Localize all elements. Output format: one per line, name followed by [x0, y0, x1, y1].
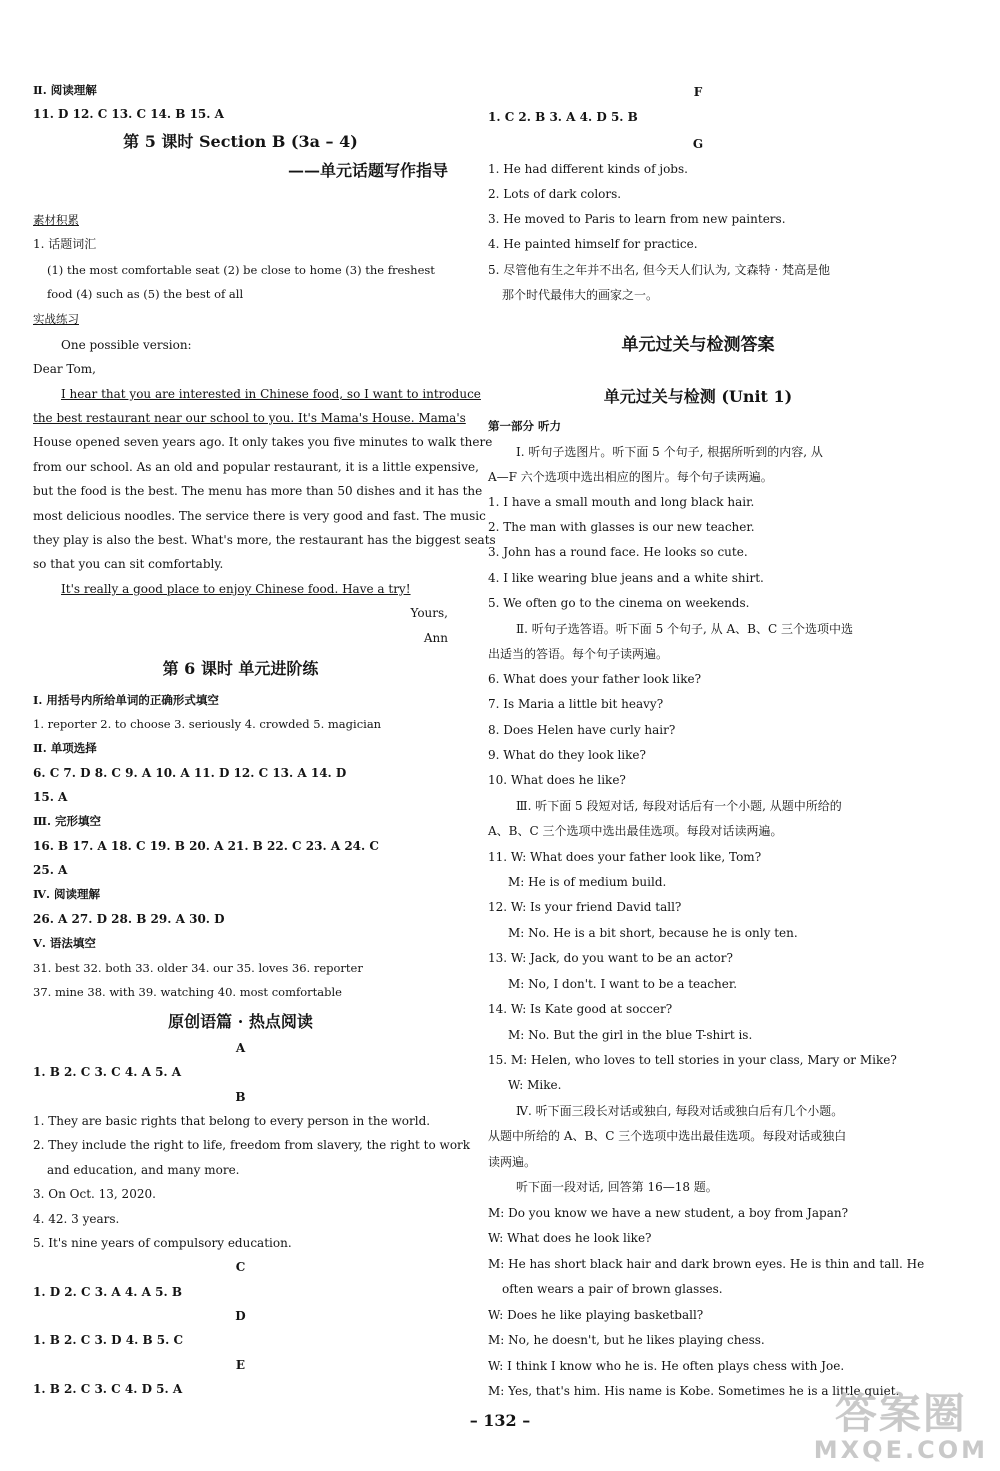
left-line: Yours, — [410, 606, 448, 620]
left-line: the best restaurant near our school to you. It's Mama's House. Mama's — [33, 411, 466, 425]
left-line: from our school. As an old and popular restaurant, it is a little expensive, — [33, 460, 479, 474]
left-line: 31. best 32. both 33. older 34. our 35. loves 36. reporter — [33, 961, 363, 975]
left-line: B — [235, 1090, 246, 1104]
right-line: M: No. He is a bit short, because he is only ten. — [508, 926, 798, 940]
right-line: 从题中所给的 A、B、C 三个选项中选出最佳选项。每段对话或独白 — [488, 1129, 847, 1143]
right-line: 14. W: Is Kate good at soccer? — [488, 1002, 673, 1016]
left-line: House opened seven years ago. It only takes you five minutes to walk there — [33, 435, 493, 449]
left-line: 15. A — [33, 790, 68, 804]
right-line: G — [692, 137, 704, 151]
left-line: they play is also the best. What's more, the restaurant has the biggest seats — [33, 533, 496, 547]
right-line: 单元过关与检测答案 — [621, 335, 775, 355]
right-line: 2. The man with glasses is our new teacher. — [488, 520, 755, 534]
left-line: so that you can sit comfortably. — [33, 557, 224, 571]
right-line: 8. Does Helen have curly hair? — [488, 723, 676, 737]
left-line: 1. B 2. C 3. D 4. B 5. C — [33, 1333, 184, 1347]
right-line: 1. C 2. B 3. A 4. D 5. B — [488, 110, 638, 124]
right-line: A—F 六个选项中选出相应的图片。每个句子读两遍。 — [488, 470, 773, 484]
left-line: 实战练习 — [33, 312, 79, 326]
left-line: Ann — [423, 631, 448, 645]
left-line: 2. They include the right to life, freedom from slavery, the right to work — [33, 1138, 471, 1152]
left-line: It's really a good place to enjoy Chinese food. Have a try! — [61, 582, 411, 596]
left-line: Dear Tom, — [33, 362, 96, 376]
right-line: 4. He painted himself for practice. — [488, 237, 698, 251]
right-line: A、B、C 三个选项中选出最佳选项。每段对话读两遍。 — [488, 824, 783, 838]
right-line: W: Mike. — [508, 1078, 562, 1092]
right-line: 6. What does your father look like? — [488, 672, 702, 686]
left-line: One possible version: — [61, 338, 192, 352]
left-line: D — [235, 1309, 246, 1323]
left-line: (1) the most comfortable seat (2) be close to home (3) the freshest — [47, 263, 435, 277]
right-line: 7. Is Maria a little bit heavy? — [488, 697, 664, 711]
right-line: 第一部分 听力 — [488, 419, 562, 433]
left-line: 1. reporter 2. to choose 3. seriously 4. crowded 5. magician — [33, 717, 382, 731]
right-line: 13. W: Jack, do you want to be an actor? — [488, 951, 733, 965]
right-line: 那个时代最伟大的画家之一。 — [502, 288, 659, 302]
left-line: 25. A — [33, 863, 68, 877]
right-line: M: Yes, that's him. His name is Kobe. Sometimes he is a little quiet. — [488, 1384, 900, 1398]
watermark-url: MXQE.COM — [813, 1436, 988, 1464]
right-line: M: No, he doesn't, but he likes playing chess. — [488, 1333, 765, 1347]
left-line: 1. B 2. C 3. C 4. A 5. A — [33, 1065, 182, 1079]
left-line: Ⅰ. 用括号内所给单词的正确形式填空 — [33, 693, 219, 707]
left-line: and education, and many more. — [47, 1163, 240, 1177]
right-line: often wears a pair of brown glasses. — [502, 1282, 723, 1296]
right-line: 1. He had different kinds of jobs. — [488, 162, 688, 176]
left-line: 素材积累 — [33, 213, 79, 227]
right-line: 5. 尽管他有生之年并不出名, 但今天人们认为, 文森特 · 梵高是他 — [488, 263, 830, 277]
left-line: 4. 42. 3 years. — [33, 1212, 120, 1226]
left-line: 11. D 12. C 13. C 14. B 15. A — [33, 107, 224, 121]
right-line: M: Do you know we have a new student, a boy from Japan? — [488, 1206, 849, 1220]
watermark-logo: 答案圈 — [834, 1389, 967, 1438]
left-line: 16. B 17. A 18. C 19. B 20. A 21. B 22. C 23. A 24. C — [33, 839, 379, 853]
right-line: 9. What do they look like? — [488, 748, 646, 762]
left-line: most delicious noodles. The service there is very good and fast. The music — [33, 509, 486, 523]
right-line: 15. M: Helen, who loves to tell stories in your class, Mary or Mike? — [488, 1053, 897, 1067]
right-line: 3. He moved to Paris to learn from new painters. — [488, 212, 786, 226]
left-line: 1. 话题词汇 — [33, 237, 97, 251]
left-line: Ⅲ. 完形填空 — [33, 814, 102, 828]
left-line: 1. They are basic rights that belong to every person in the world. — [33, 1114, 431, 1128]
right-line: 5. We often go to the cinema on weekends. — [488, 596, 750, 610]
right-line: Ⅲ. 听下面 5 段短对话, 每段对话后有一个小题, 从题中所给的 — [516, 799, 842, 813]
left-line: Ⅱ. 单项选择 — [33, 741, 97, 755]
right-line: F — [693, 85, 703, 99]
right-line: 读两遍。 — [488, 1155, 537, 1169]
left-line: food (4) such as (5) the best of all — [47, 287, 244, 301]
left-line: 26. A 27. D 28. B 29. A 30. D — [33, 912, 225, 926]
watermark — [814, 1391, 988, 1463]
right-line: 11. W: What does your father look like, Tom? — [488, 850, 762, 864]
right-line: 4. I like wearing blue jeans and a white shirt. — [488, 571, 764, 585]
right-line: W: What does he look like? — [488, 1231, 652, 1245]
right-line: Ⅰ. 听句子选图片。听下面 5 个句子, 根据所听到的内容, 从 — [516, 445, 823, 459]
right-line: M: He is of medium build. — [508, 875, 667, 889]
left-line: 37. mine 38. with 39. watching 40. most comfortable — [33, 985, 342, 999]
right-line: 出适当的答语。每个句子读两遍。 — [488, 647, 669, 661]
right-line: M: No, I don't. I want to be a teacher. — [508, 977, 738, 991]
left-line: but the food is the best. The menu has more than 50 dishes and it has the — [33, 484, 483, 498]
right-line: W: I think I know who he is. He often plays chess with Joe. — [488, 1359, 845, 1373]
left-line: 6. C 7. D 8. C 9. A 10. A 11. D 12. C 13. A 14. D — [33, 766, 347, 780]
right-line: 3. John has a round face. He looks so cute. — [488, 545, 748, 559]
left-line: 1. B 2. C 3. C 4. D 5. A — [33, 1382, 183, 1396]
right-line: 单元过关与检测 (Unit 1) — [603, 387, 793, 406]
left-line: Ⅴ. 语法填空 — [33, 936, 96, 950]
right-line: 10. What does he like? — [488, 773, 626, 787]
left-line: 1. D 2. C 3. A 4. A 5. B — [33, 1285, 182, 1299]
left-line: C — [235, 1260, 246, 1274]
left-line: 3. On Oct. 13, 2020. — [33, 1187, 156, 1201]
right-line: Ⅱ. 听句子选答语。听下面 5 个句子, 从 A、B、C 三个选项中选 — [516, 622, 853, 636]
left-line: 5. It's nine years of compulsory education. — [33, 1236, 292, 1250]
left-line: Ⅱ. 阅读理解 — [33, 83, 97, 97]
left-line: ——单元话题写作指导 — [287, 161, 448, 180]
left-line: 第 5 课时 Section B (3a – 4) — [123, 132, 358, 151]
right-line: W: Does he like playing basketball? — [488, 1308, 704, 1322]
right-line: M: He has short black hair and dark brown eyes. He is thin and tall. He — [488, 1257, 925, 1271]
right-line: M: No. But the girl in the blue T-shirt is. — [508, 1028, 753, 1042]
page-number: – 132 – — [469, 1411, 531, 1430]
right-line: 12. W: Is your friend David tall? — [488, 900, 682, 914]
left-line: A — [235, 1041, 246, 1055]
right-line: 听下面一段对话, 回答第 16—18 题。 — [516, 1180, 718, 1194]
right-line: 1. I have a small mouth and long black hair. — [488, 495, 755, 509]
right-line: Ⅳ. 听下面三段长对话或独白, 每段对话或独白后有几个小题。 — [516, 1104, 844, 1118]
left-line: 第 6 课时 单元进阶练 — [162, 659, 319, 678]
left-line: 原创语篇 · 热点阅读 — [168, 1012, 313, 1031]
left-line: E — [235, 1358, 246, 1372]
right-line: 2. Lots of dark colors. — [488, 187, 622, 201]
left-line: Ⅳ. 阅读理解 — [33, 887, 101, 901]
left-line: I hear that you are interested in Chinese food, so I want to introduce — [61, 387, 481, 401]
